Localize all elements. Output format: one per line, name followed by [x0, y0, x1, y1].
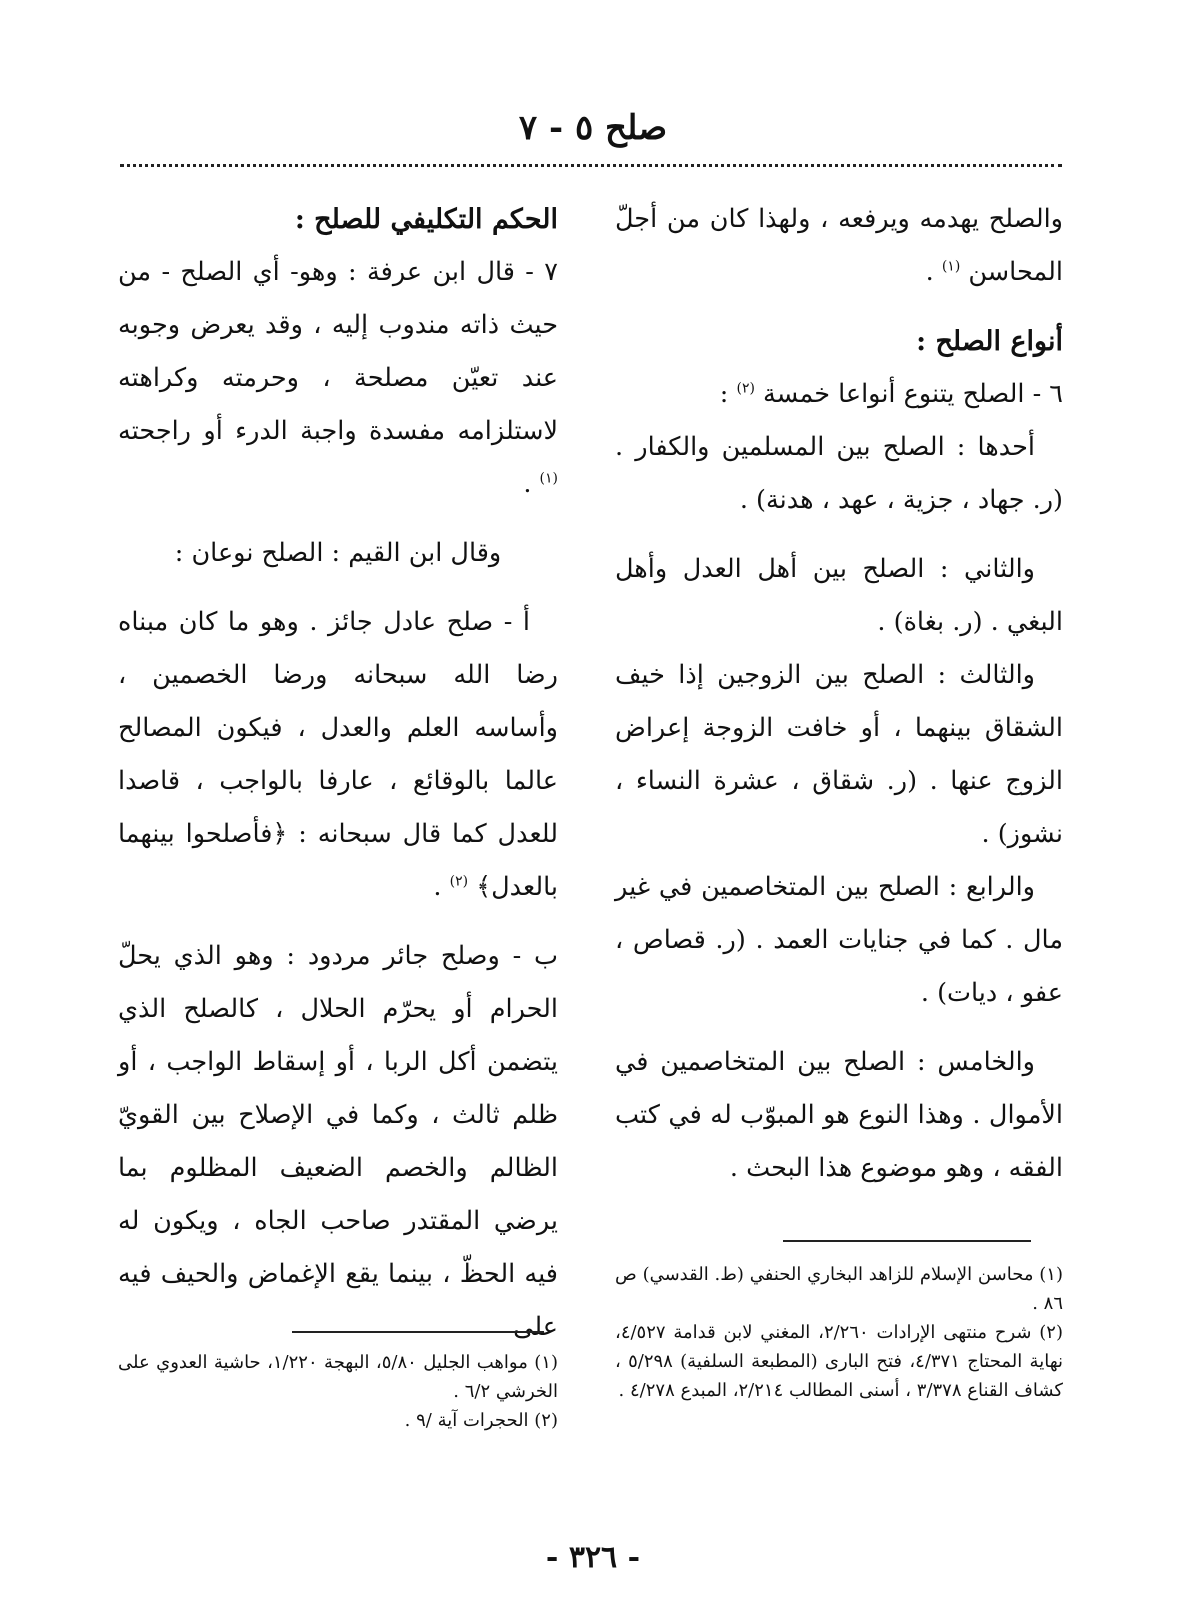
type-first: أحدها : الصلح بين المسلمين والكفار . (ر. جهاد ، جزية ، عهد ، هدنة) . [615, 432, 1063, 515]
paragraph-text: ٦ - الصلح يتنوع أنواعا خمسة [763, 379, 1063, 409]
paragraph-end: : [719, 379, 729, 409]
section-heading-types: أنواع الصلح : [916, 326, 1063, 357]
footnotes-left [118, 1348, 558, 1435]
footnote-rule-right [783, 1240, 1031, 1242]
paragraph-text: أ - صلح عادل جائز . وهو ما كان مبناه رضا الله سبحانه ورضا الخصمين ، وأساسه العلم والعدل ، فيكون المصالح عالما بالوقائع ، عارفا بالواجب ، قاصدا للعدل كما قال سبحانه : ﴿فأصلحوا بينهما بالعدل﴾ [118, 607, 558, 902]
paragraph-end: . [523, 469, 532, 499]
footnotes-right [615, 1260, 1063, 1405]
paragraph-six [615, 368, 1063, 421]
paragraph-alif [118, 596, 558, 914]
paragraph-seven [118, 246, 558, 511]
type-second: والثاني : الصلح بين أهل العدل وأهل البغي . (ر. بغاة) . [615, 554, 1063, 637]
footnote: (١) محاسن الإسلام للزاهد البخاري الحنفي (ط. القدسي) ص ٨٦ . [615, 1264, 1063, 1314]
footnote-ref[interactable]: (١) [539, 470, 558, 487]
header-dotted-rule [120, 164, 1062, 167]
footnote: (١) مواهب الجليل ٥/٨٠، البهجة ١/٢٢٠، حاشية العدوي على الخرشي ٦/٢ . [118, 1352, 558, 1402]
left-column [118, 193, 558, 1354]
page-number: - ٣٢٦ - [545, 1540, 641, 1575]
paragraph-end: . [433, 872, 442, 902]
footnote-ref[interactable]: (٢) [449, 873, 469, 890]
footnote: (٢) الحجرات آية /٩ . [404, 1410, 558, 1431]
footnote-ref[interactable]: (١) [941, 258, 961, 275]
paragraph-text: والصلح يهدمه ويرفعه ، ولهذا كان من أجلّ المحاسن [615, 204, 1063, 287]
paragraph-end: . [925, 257, 934, 287]
right-column [615, 193, 1063, 1195]
paragraph-ba: ب - وصلح جائر مردود : وهو الذي يحلّ الحرام أو يحرّم الحلال ، كالصلح الذي يتضمن أكل الربا ، أو إسقاط الواجب ، أو ظلم ثالث ، وكما في الإصلاح بين القويّ الظالم والخصم الضعيف المظلوم بما يرضي المقتدر صاحب الجاه ، ويكون له فيه الحظّ ، بينما يقع الإغماض والحيف فيه على [118, 941, 558, 1342]
type-fourth: والرابع : الصلح بين المتخاصمين في غير مال . كما في جنايات العمد . (ر. قصاص ، عفو ، ديات) . [615, 872, 1063, 1008]
type-fifth: والخامس : الصلح بين المتخاصمين في الأموال . وهذا النوع هو المبوّب له في كتب الفقه ، وهو موضوع هذا البحث . [615, 1047, 1063, 1183]
footnote-rule-left [292, 1331, 544, 1333]
paragraph-text: ٧ - قال ابن عرفة : وهو- أي الصلح - من حيث ذاته مندوب إليه ، وقد يعرض وجوبه عند تعيّن مصلحة ، وحرمته وكراهته لاستلزامه مفسدة واجبة الدرء أو راجحته [118, 257, 558, 446]
section-heading-ruling: الحكم التكليفي للصلح : [294, 204, 558, 235]
footnote-ref[interactable]: (٢) [736, 380, 755, 397]
running-head: صلح ٥ - ٧ [518, 108, 668, 148]
footnote: (٢) شرح منتهى الإرادات ٢/٢٦٠، المغني لابن قدامة ٤/٥٢٧، نهاية المحتاج ٤/٣٧١، فتح البارى (المطبعة السلفية) ٥/٢٩٨ ، كشاف القناع ٣/٣٧٨ ، أسنى المطالب ٢/٢١٤، المبدع ٤/٢٧٨ . [615, 1322, 1063, 1401]
ibn-qayyim-line: وقال ابن القيم : الصلح نوعان : [174, 538, 502, 568]
paragraph-intro-continuation [615, 193, 1063, 299]
type-third: والثالث : الصلح بين الزوجين إذا خيف الشقاق بينهما ، أو خافت الزوجة إعراض الزوج عنها . (ر. شقاق ، عشرة النساء ، نشوز) . [615, 660, 1063, 849]
